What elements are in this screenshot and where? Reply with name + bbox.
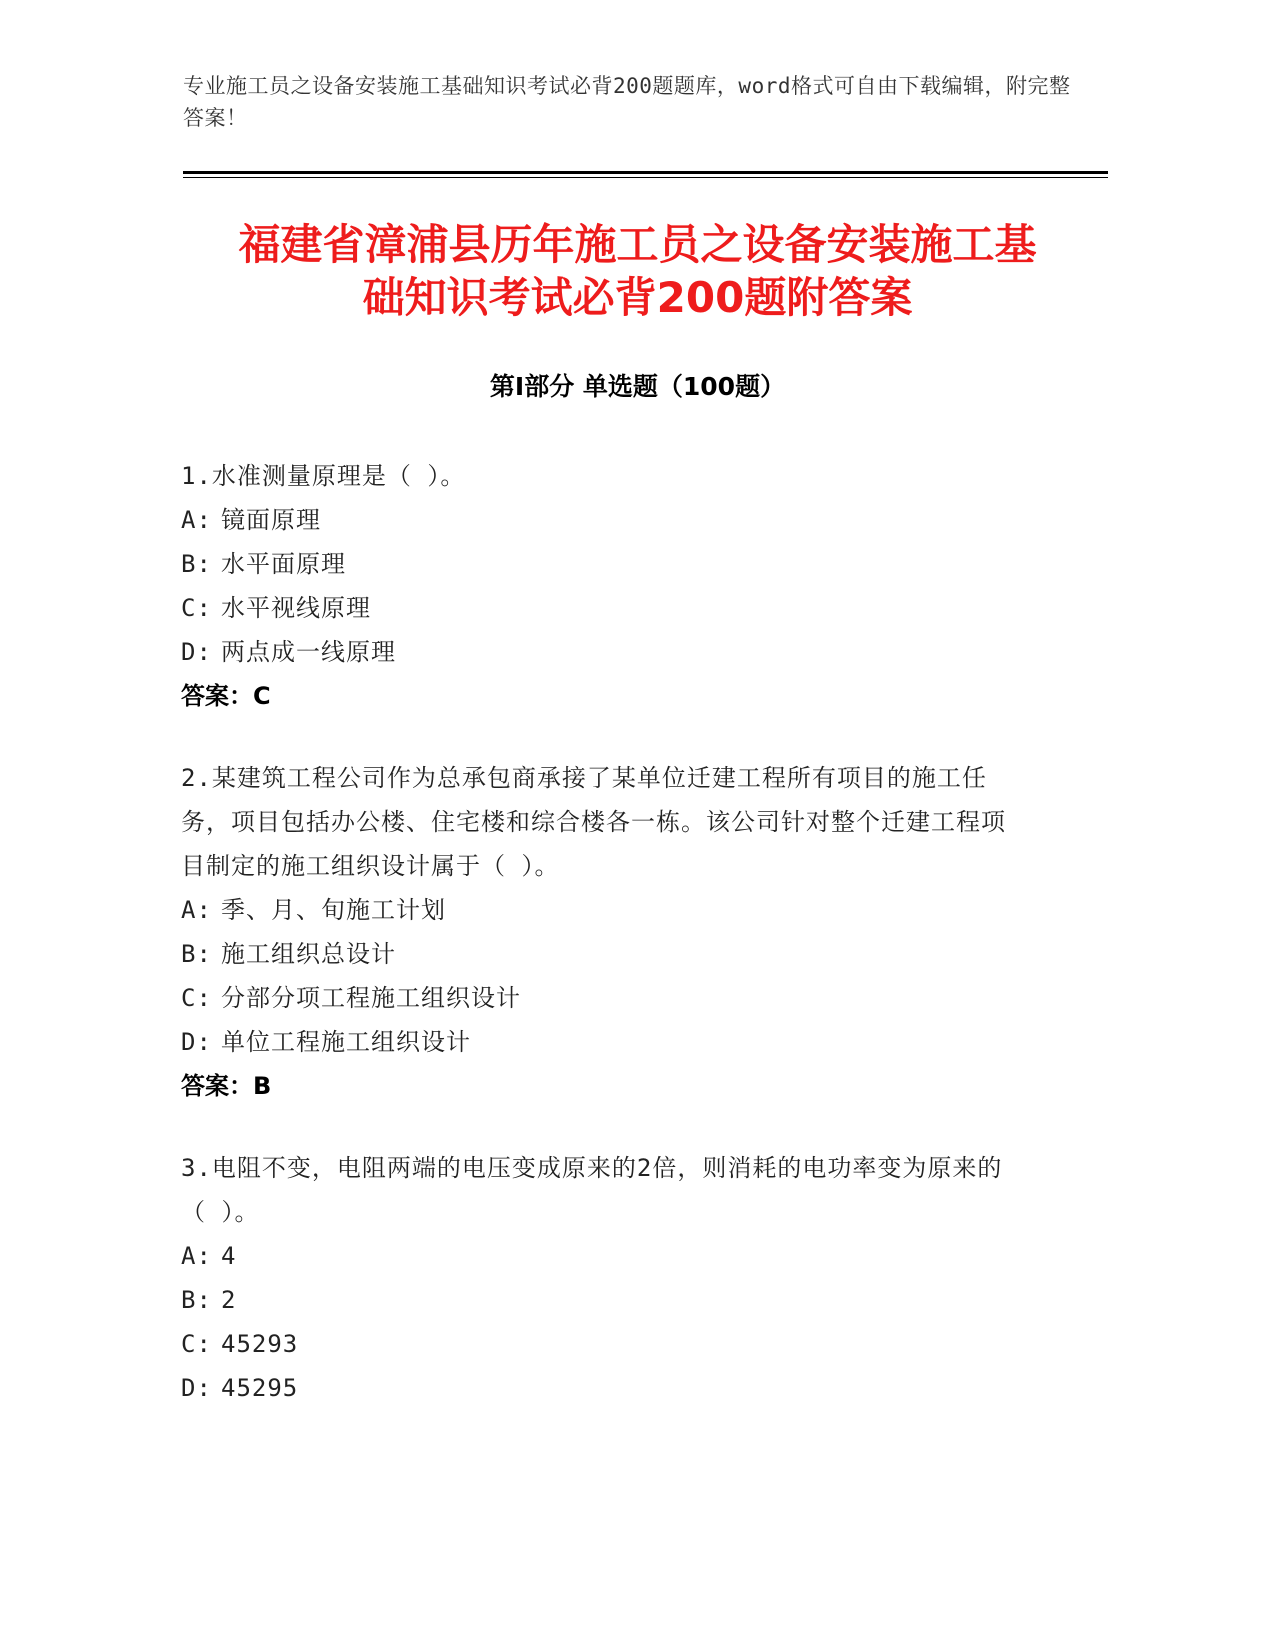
question-item bbox=[181, 756, 1021, 1108]
option-letter: C: bbox=[181, 984, 212, 1012]
option-text: 2 bbox=[221, 1286, 237, 1314]
header-note: 专业施工员之设备安装施工基础知识考试必背200题题库，word格式可自由下载编辑，附完整答案！ bbox=[183, 74, 1071, 130]
option-letter: B: bbox=[181, 1286, 212, 1314]
answer-line: 答案：B bbox=[181, 1072, 272, 1100]
option-letter: A: bbox=[181, 1242, 212, 1270]
option-d bbox=[181, 1366, 1021, 1410]
header-divider-thin bbox=[183, 177, 1108, 178]
document-title-line-1: 福建省漳浦县历年施工员之设备安装施工基 bbox=[238, 220, 1037, 269]
option-b bbox=[181, 932, 1021, 976]
question-item bbox=[181, 1146, 1021, 1410]
option-text: 45293 bbox=[221, 1330, 299, 1358]
option-text: 水平视线原理 bbox=[221, 594, 371, 622]
option-letter: B: bbox=[181, 940, 212, 968]
option-a bbox=[181, 888, 1021, 932]
option-c bbox=[181, 1322, 1021, 1366]
question-list bbox=[181, 454, 1021, 1448]
option-letter: B: bbox=[181, 550, 212, 578]
option-letter: D: bbox=[181, 1028, 212, 1056]
option-b bbox=[181, 1278, 1021, 1322]
option-text: 4 bbox=[221, 1242, 237, 1270]
header-divider-thick bbox=[183, 171, 1108, 174]
option-letter: C: bbox=[181, 594, 212, 622]
option-a bbox=[181, 498, 1021, 542]
document-title bbox=[160, 218, 1115, 324]
option-text: 季、月、旬施工计划 bbox=[221, 896, 446, 924]
option-text: 单位工程施工组织设计 bbox=[221, 1028, 471, 1056]
section-title: 第Ⅰ部分 单选题（100题） bbox=[489, 372, 786, 401]
option-letter: A: bbox=[181, 506, 212, 534]
option-a bbox=[181, 1234, 1021, 1278]
question-item bbox=[181, 454, 1021, 718]
option-d bbox=[181, 1020, 1021, 1064]
option-text: 施工组织总设计 bbox=[221, 940, 396, 968]
question-stem: 3.电阻不变，电阻两端的电压变成原来的2倍，则消耗的电功率变为原来的（ ）。 bbox=[181, 1154, 1003, 1226]
question-stem: 1.水准测量原理是（ ）。 bbox=[181, 462, 466, 490]
option-text: 镜面原理 bbox=[221, 506, 321, 534]
option-letter: C: bbox=[181, 1330, 212, 1358]
document-title-line-2: 础知识考试必背200题附答案 bbox=[362, 273, 913, 322]
option-text: 45295 bbox=[221, 1374, 299, 1402]
option-text: 两点成一线原理 bbox=[221, 638, 396, 666]
answer-line: 答案：C bbox=[181, 682, 271, 710]
option-d bbox=[181, 630, 1021, 674]
question-stem: 2.某建筑工程公司作为总承包商承接了某单位迁建工程所有项目的施工任务，项目包括办公楼、住宅楼和综合楼各一栋。该公司针对整个迁建工程项目制定的施工组织设计属于（ ）。 bbox=[181, 764, 1006, 880]
option-letter: A: bbox=[181, 896, 212, 924]
option-letter: D: bbox=[181, 638, 212, 666]
option-text: 分部分项工程施工组织设计 bbox=[221, 984, 521, 1012]
option-c bbox=[181, 976, 1021, 1020]
option-c bbox=[181, 586, 1021, 630]
option-b bbox=[181, 542, 1021, 586]
option-text: 水平面原理 bbox=[221, 550, 346, 578]
option-letter: D: bbox=[181, 1374, 212, 1402]
